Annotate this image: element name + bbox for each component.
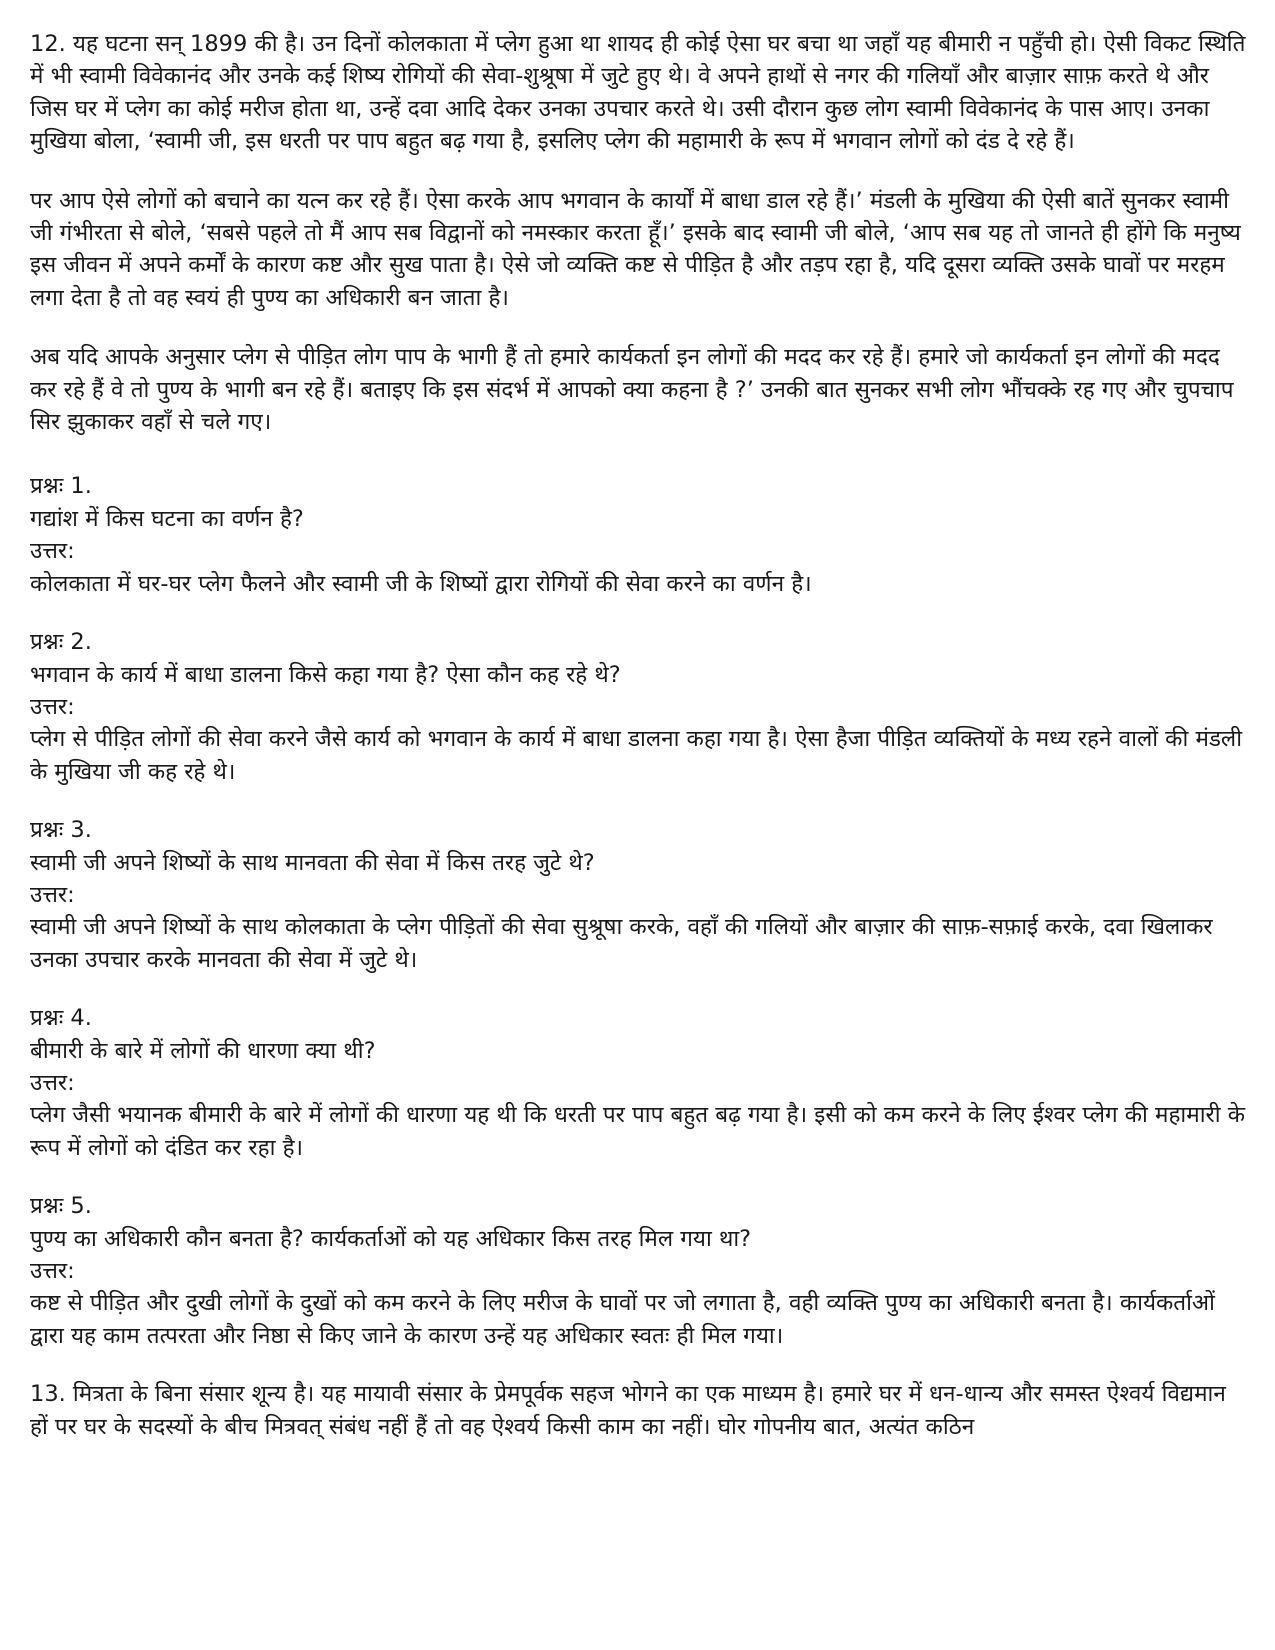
passage-12-paragraph-1: 12. यह घटना सन् 1899 की है। उन दिनों कोलकाता में प्लेग हुआ था शायद ही कोई ऐसा घर बचा था जहाँ यह बीमारी न पहुँची हो। ऐसी विकट स्थिति में भी स्वामी विवेकानंद और उनके कई शिष्य रोगियों की सेवा-शुश्रूषा में जुटे हुए थे। वे अपने हाथों से नगर की गलियाँ और बाज़ार साफ़ करते थे और जिस घर में प्लेग का कोई मरीज होता था, उन्हें दवा आदि देकर उनका उपचार करते थे। उसी दौरान कुछ लोग स्वामी विवेकानंद के पास आए। उनका मुखिया बोला, ‘स्वामी जी, इस धरती पर पाप बहुत बढ़ गया है, इसलिए प्लेग की महामारी के रूप में भगवान लोगों को दंड दे रहे हैं। [30, 31, 1246, 155]
question-text: पुण्य का अधिकारी कौन बनता है? कार्यकर्ताओं को यह अधिकार किस तरह मिल गया था? [30, 1225, 752, 1252]
answer-label: उत्तर: [30, 538, 75, 565]
passage-12-paragraph-2: पर आप ऐसे लोगों को बचाने का यत्न कर रहे हैं। ऐसा करके आप भगवान के कार्यों में बाधा डाल रहे हैं।’ मंडली के मुखिया की ऐसी बातें सुनकर स्वामी जी गंभीरता से बोले, ‘सबसे पहले तो मैं आप सब विद्वानों को नमस्कार करता हूँ।’ इसके बाद स्वामी जी बोले, ‘आप सब यह तो जानते ही होंगे कि मनुष्य इस जीवन में अपने कर्मों के कारण कष्ट और सुख पाता है। ऐसे जो व्यक्ति कष्ट से पीड़ित है और तड़प रहा है, यदि दूसरा व्यक्ति उसके घावों पर मरहम लगा देता है तो वह स्वयं ही पुण्य का अधिकारी बन जाता है। [30, 187, 1241, 311]
answer-text: स्वामी जी अपने शिष्यों के साथ कोलकाता के प्लेग पीड़ितों की सेवा सुश्रूषा करके, वहाँ की गलियों और बाज़ार की साफ़-सफ़ाई करके, दवा खिलाकर उनका उपचार करके मानवता की सेवा में जुटे थे। [30, 914, 1213, 973]
answer-text: प्लेग से पीड़ित लोगों की सेवा करने जैसे कार्य को भगवान के कार्य में बाधा डालना कहा गया है। ऐसा हैजा पीड़ित व्यक्तियों के मध्य रहने वालों की मंडली के मुखिया जी कह रहे थे। [30, 726, 1243, 785]
answer-label: उत्तर: [30, 693, 75, 720]
question-block-2 [30, 626, 1250, 788]
question-text: स्वामी जी अपने शिष्यों के साथ मानवता की सेवा में किस तरह जुटे थे? [30, 849, 595, 876]
question-number: प्रश्नः 2. [30, 629, 92, 656]
document-page [30, 28, 1250, 1443]
question-number: प्रश्नः 4. [30, 1005, 92, 1032]
answer-label: उत्तर: [30, 881, 75, 908]
question-block-4 [30, 1002, 1250, 1164]
question-number: प्रश्नः 5. [30, 1193, 92, 1220]
answer-label: उत्तर: [30, 1069, 75, 1096]
question-text: बीमारी के बारे में लोगों की धारणा क्या थी? [30, 1037, 376, 1064]
answer-text: कष्ट से पीड़ित और दुखी लोगों के दुखों को कम करने के लिए मरीज के घावों पर जो लगाता है, वही व्यक्ति पुण्य का अधिकारी बनता है। कार्यकर्ताओं द्वारा यह काम तत्परता और निष्ठा से किए जाने के कारण उन्हें यह अधिकार स्वतः ही मिल गया। [30, 1290, 1215, 1349]
answer-text: कोलकाता में घर-घर प्लेग फैलने और स्वामी जी के शिष्यों द्वारा रोगियों की सेवा करने का वर्णन है। [30, 570, 812, 597]
question-block-5 [30, 1190, 1250, 1352]
answer-text: प्लेग जैसी भयानक बीमारी के बारे में लोगों की धारणा यह थी कि धरती पर पाप बहुत बढ़ गया है। इसी को कम करने के लिए ईश्वर प्लेग की महामारी के रूप में लोगों को दंडित कर रहा है। [30, 1102, 1246, 1161]
question-block-3 [30, 814, 1250, 976]
question-text: गद्यांश में किस घटना का वर्णन है? [30, 505, 304, 532]
passage-12-paragraph-3: अब यदि आपके अनुसार प्लेग से पीड़ित लोग पाप के भागी हैं तो हमारे कार्यकर्ता इन लोगों की मदद कर रहे हैं। हमारे जो कार्यकर्ता इन लोगों की मदद कर रहे हैं वे तो पुण्य के भागी बन रहे हैं। बताइए कि इस संदर्भ में आपको क्या कहना है ?’ उनकी बात सुनकर सभी लोग भौंचक्के रह गए और चुपचाप सिर झुकाकर वहाँ से चले गए। [30, 344, 1234, 436]
question-text: भगवान के कार्य में बाधा डालना किसे कहा गया है? ऐसा कौन कह रहे थे? [30, 661, 621, 688]
question-number: प्रश्नः 3. [30, 817, 92, 844]
passage-13-paragraph-1: 13. मित्रता के बिना संसार शून्य है। यह मायावी संसार के प्रेमपूर्वक सहज भोगने का एक माध्यम है। हमारे घर में धन-धान्य और समस्त ऐश्वर्य विद्यमान हों पर घर के सदस्यों के बीच मित्रवत् संबंध नहीं हैं तो वह ऐश्वर्य किसी काम का नहीं। घोर गोपनीय बात, अत्यंत कठिन [30, 1381, 1226, 1440]
question-block-1 [30, 470, 1250, 600]
question-number: प्रश्नः 1. [30, 473, 92, 500]
answer-label: उत्तर: [30, 1258, 75, 1284]
